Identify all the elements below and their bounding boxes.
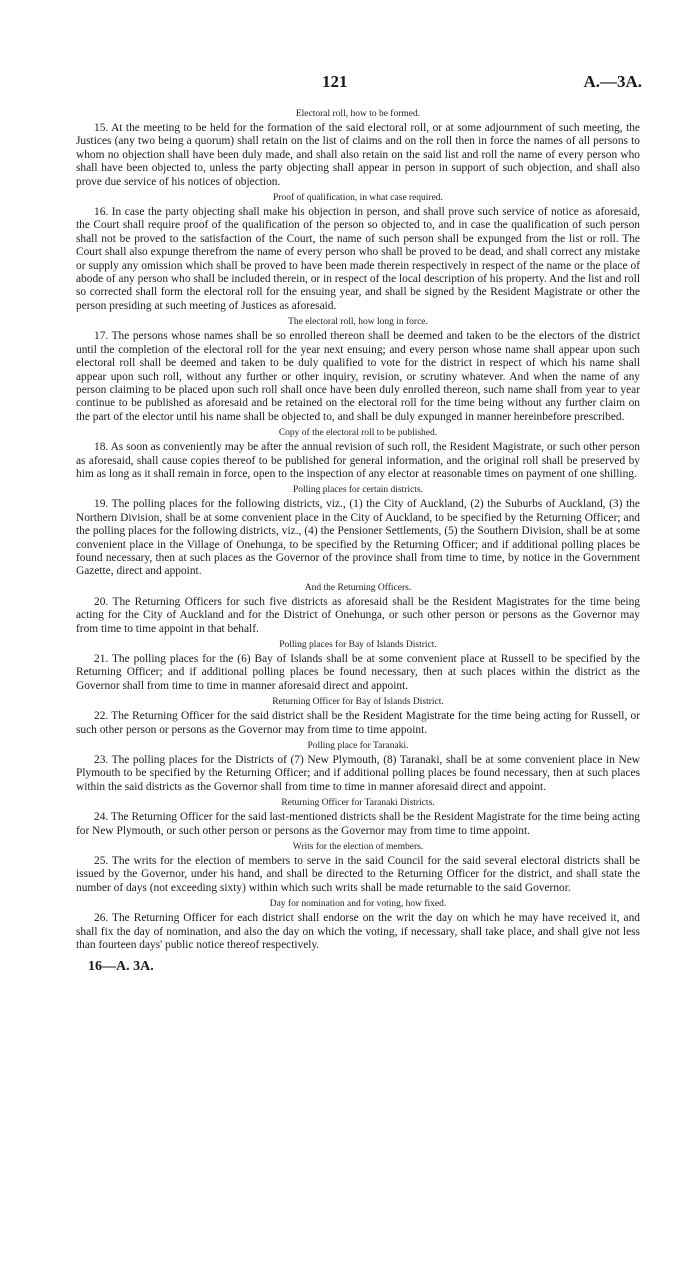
section-heading: Polling places for certain districts.	[292, 485, 424, 496]
section-22	[76, 695, 640, 737]
document-body	[76, 107, 640, 975]
section-heading: Polling places for Bay of Islands District.	[279, 640, 437, 650]
section-heading: Returning Officer for Bay of Islands District.	[272, 697, 444, 708]
section-18	[76, 426, 640, 481]
section-17	[76, 315, 640, 424]
section-paragraph: 26. The Returning Officer for each district shall endorse on the writ the day on which he may have received it, and shall fix the day of nomination, and also the day on which the voting, if necessary, shall take place, and shall give not less than fourteen days' public notice thereof respectively.	[76, 912, 640, 952]
page-number: 121	[322, 72, 348, 91]
section-16	[76, 191, 640, 313]
section-heading: And the Returning Officers.	[304, 582, 412, 593]
page-header	[0, 72, 700, 96]
section-heading: Copy of the electoral roll to be published.	[278, 428, 438, 439]
section-15	[76, 107, 640, 189]
section-paragraph: 25. The writs for the election of members to serve in the said Council for the said several electoral districts shall be issued by the Governor, under his hand, and shall be directed to the Returning Officer for the district, and shall state the number of days (not exceeding sixty) within which such writs shall be made returnable to the said Governor.	[76, 855, 640, 894]
section-heading: The electoral roll, how long in force.	[288, 317, 428, 328]
section-paragraph: 23. The polling places for the Districts of (7) New Plymouth, (8) Taranaki, shall be at some convenient place in New Plymouth to be specified by the Returning Officer; and if additional polling places be found necessary, then at such places within the said districts as the Governor shall from time to time in manner aforesaid direct and appoint.	[76, 754, 640, 793]
section-21	[76, 638, 640, 693]
section-paragraph: 21. The polling places for the (6) Bay of Islands shall be at some convenient place at Russell to be specified by the Returning Officer; and if additional polling places be found necessary, then at such places within the district as the Governor shall from time to time in manner aforesaid direct and appoint.	[76, 653, 640, 692]
section-paragraph: 22. The Returning Officer for the said district shall be the Resident Magistrate for the time being acting for Russell, or such other person or persons as the Governor may from time to time appoint.	[76, 710, 640, 736]
section-26	[76, 897, 640, 952]
section-heading: Returning Officer for Taranaki Districts.	[281, 798, 435, 809]
section-24	[76, 796, 640, 838]
section-heading: Proof of qualification, in what case required.	[273, 193, 443, 204]
section-paragraph: 16. In case the party objecting shall make his objection in person, and shall prove such service of notice as aforesaid, the Court shall require proof of the qualification of the person so objected to, and in case the qualification of such person shall not be proved to the satisfaction of the Court, the name of such person shall be expunged from the list or roll. The Court shall also expunge therefrom the name of every person who shall be proved to be dead, and shall correct any mistake or supply any omission which shall be proved to have been made therein respectively in respect of the name or the place of abode of any person who shall be included therein, or in respect of the local description of his property. And the list and roll so corrected shall form the electoral roll for the ensuing year, and shall be signed by the Resident Magistrate or other the person presiding at such meeting of Justices as aforesaid.	[76, 206, 640, 312]
section-paragraph: 17. The persons whose names shall be so enrolled thereon shall be deemed and taken to be the electors of the district until the completion of the electoral roll for the year next ensuing; and every person whose name shall appear upon such electoral roll shall be deemed and taken to be duly qualified to vote for the district in respect of which his name shall appear upon such roll, without any further or other inquiry, revision, or scrutiny whatever. And when the name of any person claiming to be placed upon such roll shall once have been duly enrolled thereon, such name shall from year to year continue to be published as aforesaid and be retained on the electoral roll for the time being without any further claim on the part of the elector until his name shall be objected to, and shall be duly expunged in manner hereinbefore prescribed.	[76, 330, 640, 423]
section-heading: Polling place for Taranaki.	[307, 741, 409, 752]
section-paragraph: 18. As soon as conveniently may be after the annual revision of such roll, the Resident Magistrate, or such other person as aforesaid, shall cause copies thereof to be published for general information, and the original roll shall be preserved by him as long as it shall remain in force, open to the inspection of any elector at reasonable times on payment of one shilling.	[76, 441, 640, 480]
section-paragraph: 19. The polling places for the following districts, viz., (1) the City of Auckland, (2) the Suburbs of Auckland, (3) the Northern Division, shall be at some convenient place in the City of Auckland, to be specified by the Returning Officer; and the polling places for the following districts, viz., (4) the Pensioner Settlements, (5) the Southern Division, shall be at some convenient place in the Village of Onehunga, to be specified by the Returning Officer; and if additional polling places be found necessary, then at such places as the Governor of the province shall from time to time, by notice in the Government Gazette, direct and appoint.	[76, 498, 640, 578]
section-heading: Day for nomination and for voting, how fixed.	[269, 899, 447, 910]
section-23	[76, 739, 640, 794]
printer-signature: 16—A. 3A.	[88, 958, 154, 974]
section-25	[76, 840, 640, 895]
section-paragraph: 20. The Returning Officers for such five districts as aforesaid shall be the Resident Magistrates for the time being acting for the City of Auckland and for the District of Onehunga, or such other person or persons as the Governor may from time to time appoint in that behalf.	[76, 595, 640, 635]
document-reference: A.—3A.	[583, 72, 642, 91]
section-19	[76, 483, 640, 578]
section-20	[76, 581, 640, 636]
section-paragraph: 15. At the meeting to be held for the formation of the said electoral roll, or at some adjournment of such meeting, the Justices (any two being a quorum) shall retain on the list of claims and on the roll then in force the names of all persons to whom no objection shall have been duly made, and shall also retain on the said list and roll the name of every person who shall have been objected to, unless the party objecting shall appear in person in support of such objection, and shall also prove due service of his notices of objection.	[76, 122, 640, 188]
section-paragraph: 24. The Returning Officer for the said last-mentioned districts shall be the Resident Magistrate for the time being acting for New Plymouth, or such other person or persons as the Governor may from time to time appoint.	[76, 811, 640, 837]
section-heading: Electoral roll, how to be formed.	[295, 109, 421, 119]
section-heading: Writs for the election of members.	[292, 842, 424, 853]
